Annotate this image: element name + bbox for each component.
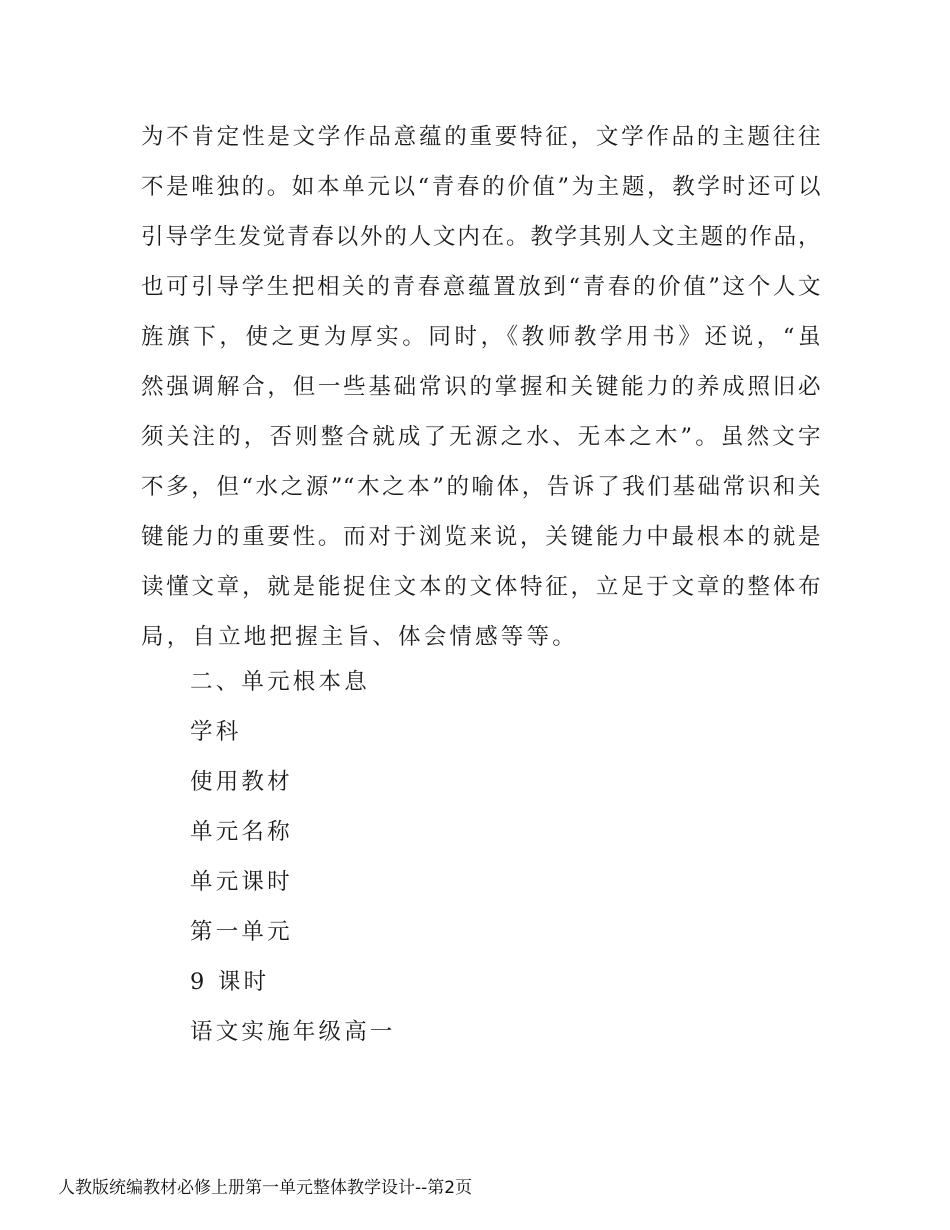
section-item: 单元课时 xyxy=(190,869,293,895)
section-item: 9 课时 xyxy=(190,969,270,995)
section-item: 单元名称 xyxy=(190,819,293,845)
paragraph-line: 读懂文章，就是能捉住文本的文体特征，立足于文章的整体布 xyxy=(141,574,821,600)
page-footer: 人教版统编教材必修上册第一单元整体教学设计--第2页 xyxy=(58,1178,473,1198)
paragraph-line: 旌旗下，使之更为厚实。同时，《教师教学用书》还说，“虽 xyxy=(141,324,821,350)
paragraph-line: 为不肯定性是文学作品意蕴的重要特征，文学作品的主题往往 xyxy=(141,124,821,150)
paragraph-line: 局，自立地把握主旨、体会情感等等。 xyxy=(141,624,578,650)
section-item: 第一单元 xyxy=(190,919,293,945)
paragraph-line: 不多，但“水之源”“木之本”的喻体，告诉了我们基础常识和关 xyxy=(141,474,821,500)
paragraph-line: 也可引导学生把相关的青春意蕴置放到“青春的价值”这个人文 xyxy=(141,274,821,300)
paragraph-line: 须关注的，否则整合就成了无源之水、无本之木”。虽然文字 xyxy=(141,424,821,450)
unit-info-section xyxy=(190,657,396,1057)
section-heading: 二、单元根本息 xyxy=(190,669,370,695)
section-item: 学科 xyxy=(190,719,242,745)
section-item: 语文实施年级高一 xyxy=(190,1019,396,1045)
section-item: 使用教材 xyxy=(190,769,293,795)
paragraph-line: 不是唯独的。如本单元以“青春的价值”为主题，教学时还可以 xyxy=(141,174,821,200)
body-paragraph xyxy=(141,112,821,662)
paragraph-line: 键能力的重要性。而对于浏览来说，关键能力中最根本的就是 xyxy=(141,524,821,550)
paragraph-line: 引导学生发觉青春以外的人文内在。教学其别人文主题的作品， xyxy=(141,224,821,250)
paragraph-line: 然强调解合，但一些基础常识的掌握和关键能力的养成照旧必 xyxy=(141,374,821,400)
